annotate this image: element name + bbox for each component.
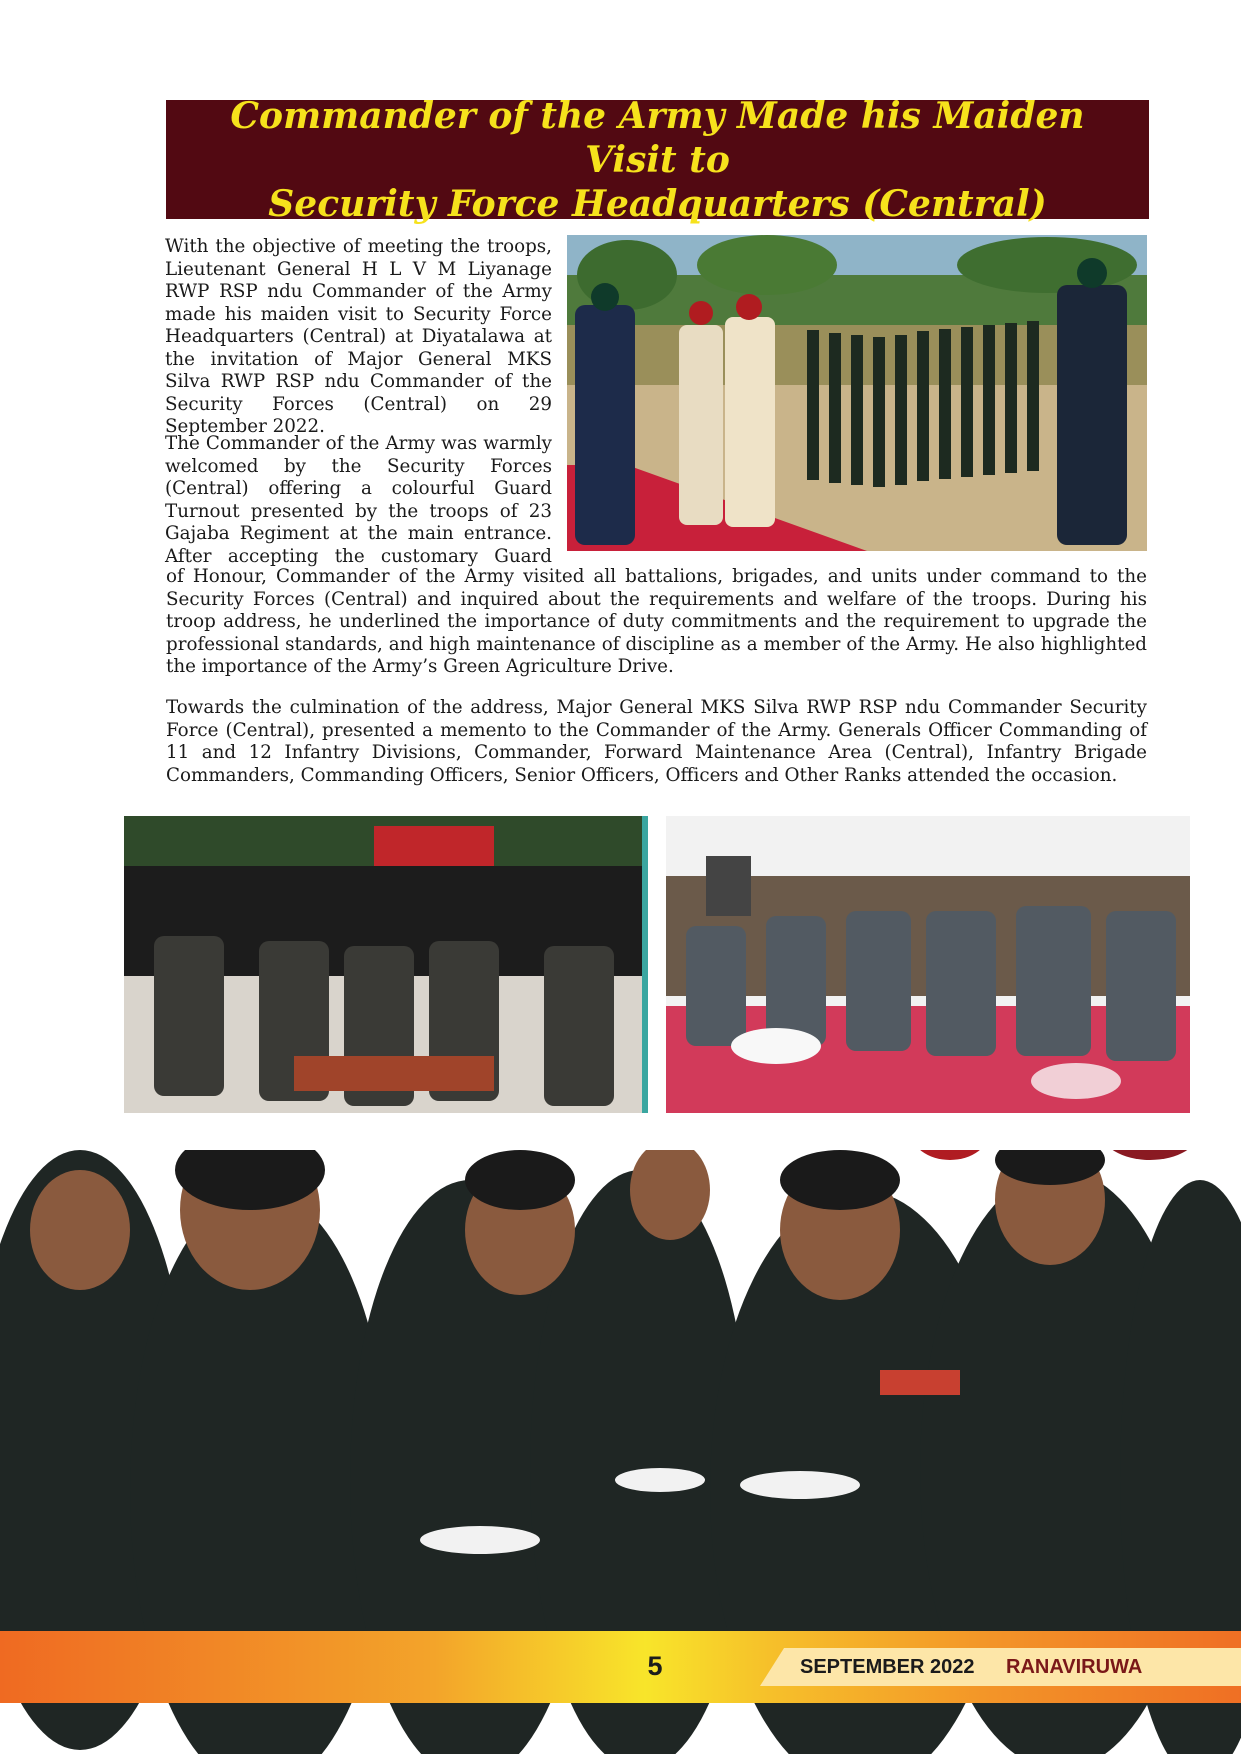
article-paragraph-1: With the objective of meeting the troops, Lieutenant General H L V M Liyanage RWP RSP ndu Commander of the Army made his maiden visit to Security Force Headquarters (Central) at Diyatalawa at the invitation of Major General MKS Silva RWP RSP ndu Commander of the Security Forces (Central) on 29 September 2022. bbox=[165, 236, 552, 437]
article-title-line1: Commander of the Army Made his Maiden Visit to bbox=[230, 94, 1085, 181]
article-title-banner bbox=[166, 94, 1149, 225]
article-paragraph-2-part-2: of Honour, Commander of the Army visited all battalions, brigades, and units under command to the Security Forces (Central) and inquired about the requirements and welfare of the troops. During his troop address, he underlined the importance of duty commitments and the requirement to upgrade the professional standards, and high maintenance of discipline as a member of the Army. He also highlighted the importance of the Army’s Green Agriculture Drive. bbox=[166, 566, 1147, 677]
article-paragraph-2-part-1: The Commander of the Army was warmly welcomed by the Security Forces (Central) offering a colourful Guard Turnout presented by the troops of 23 Gajaba Regiment at the main entrance. After accepting the customary Guard bbox=[165, 433, 552, 567]
guard-of-honour-photo bbox=[567, 235, 1147, 551]
article-title-line2: Security Force Headquarters (Central) bbox=[268, 182, 1047, 225]
article-paragraph-3: Towards the culmination of the address, Major General MKS Silva RWP RSP ndu Commander Security Force (Central), presented a memento to the Commander of the Army. Generals Officer Commanding of 11 and 12 Infantry Divisions, Commander, Forward Maintenance Area (Central), Infantry Brigade Commanders, Commanding Officers, Senior Officers, Officers and Other Ranks attended the occasion. bbox=[166, 697, 1147, 786]
seated-officers-photo-left bbox=[124, 816, 648, 1113]
page-number: 5 bbox=[647, 1651, 663, 1681]
seated-officers-photo-right bbox=[666, 816, 1190, 1113]
magazine-name: RANAVIRUWA bbox=[1006, 1656, 1143, 1678]
issue-date: SEPTEMBER 2022 bbox=[800, 1656, 975, 1678]
article-title bbox=[166, 94, 1149, 226]
